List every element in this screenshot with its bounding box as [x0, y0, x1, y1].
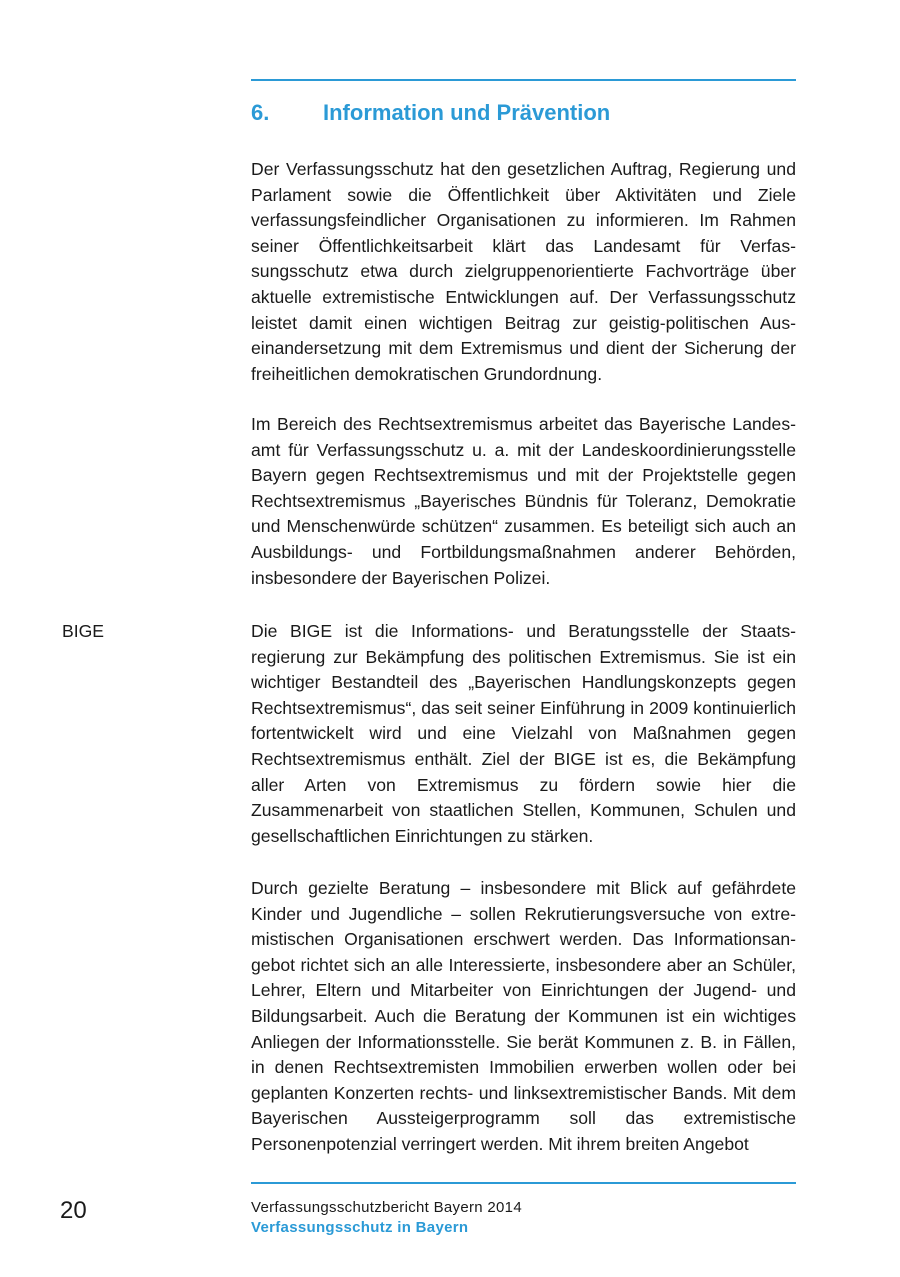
- paragraph-beratung: Durch gezielte Beratung – insbesondere mit Blick auf gefährdete Kinder und Jugendliche – sollen Rekrutierungsversuche von extremistischen Organisationen erschwert werden. Das Informationsangebot richtet sich an alle Interessierte, insbesondere aber an Schüler, Lehrer, Eltern und Mitarbeiter von Einrichtungen der Jugend- und Bildungsarbeit. Auch die Beratung der Kommunen ist ein wichtiges Anliegen der Informationsstelle. Sie berät Kommunen z. B. in Fällen, in denen Rechtsextremisten Immobilien erwerben wollen oder bei geplanten Konzerten rechts- und linksextremistischer Bands. Mit dem Bayerischen Aussteigerprogramm soll das extremistische Personenpotenzial verringert werden. Mit ihrem breiten Angebot: [251, 878, 796, 1154]
- paragraph-intro: Der Verfassungsschutz hat den gesetzlichen Auftrag, Regierung und Parlament sowie die Öffentlichkeit über Aktivitäten und Ziele verfassungsfeindlicher Organisationen zu informieren. Im Rahmen seiner Öffentlichkeitsarbeit klärt das Landesamt für Verfassungsschutz etwa durch zielgruppenorientierte Fachvorträge über aktuelle extremistische Entwicklungen auf. Der Verfassungsschutz leistet damit einen wichtigen Beitrag zur geistig-politischen Auseinandersetzung mit dem Extremismus und dient der Sicherung der freiheitlichen demokratischen Grundordnung.: [251, 159, 796, 384]
- section-number: 6.: [251, 100, 270, 125]
- paragraph-bige: Die BIGE ist die Informations- und Beratungsstelle der Staatsregierung zur Bekämpfung des politischen Extremismus. Sie ist ein wichtiger Bestandteil des „Bayerischen Handlungskonzepts gegen Rechtsextremismus“, das seit seiner Einführung in 2009 kontinuierlich fortentwickelt wird und eine Vielzahl von Maßnahmen gegen Rechtsextremismus enthält. Ziel der BIGE ist es, die Bekämpfung aller Arten von Extremismus zu fördern sowie hier die Zusammenarbeit von staatlichen Stellen, Kommunen, Schulen und gesellschaftlichen Einrichtungen zu stärken.: [251, 621, 796, 846]
- section-heading: [251, 100, 796, 126]
- page-number: 20: [60, 1197, 87, 1224]
- margin-label-bige: BIGE: [62, 621, 105, 641]
- paragraph-rechtsextremismus: Im Bereich des Rechtsextremismus arbeitet das Bayerische Landesamt für Verfassungsschutz u. a. mit der Landeskoordinierungsstelle Bayern gegen Rechtsextremismus und mit der Projektstelle gegen Rechtsextremismus „Bayerisches Bündnis für Toleranz, Demokratie und Menschenwürde schützen“ zusammen. Es beteiligt sich auch an Ausbildungs- und Fortbildungsmaßnahmen anderer Behörden, insbesondere der Bayerischen Polizei.: [251, 414, 796, 588]
- footer-publication: Verfassungsschutzbericht Bayern 2014: [251, 1199, 522, 1216]
- top-rule: [251, 79, 796, 81]
- bottom-rule: [251, 1182, 796, 1184]
- section-title: Information und Prävention: [323, 100, 611, 125]
- footer-chapter: Verfassungsschutz in Bayern: [251, 1219, 469, 1236]
